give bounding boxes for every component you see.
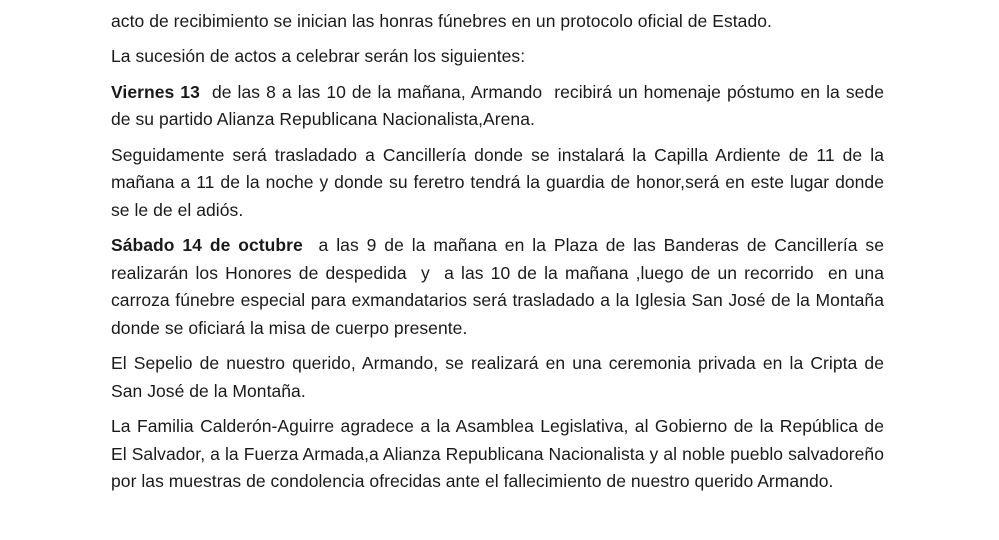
paragraph-lead-friday: Viernes 13 bbox=[111, 81, 200, 102]
paragraph-text: Seguidamente será trasladado a Cancillería donde se instalará la Capilla Ardiente de 11 de la mañana a 11 de la noche y donde su feretro tendrá la guardia de honor,será en este lugar donde se le de el adiós. bbox=[111, 144, 884, 220]
paragraph-succession-intro bbox=[111, 43, 884, 71]
paragraph-text: La sucesión de actos a celebrar serán los siguientes: bbox=[111, 46, 526, 66]
paragraph-friday bbox=[111, 79, 889, 134]
paragraph-intro-partial-text: acto de recibimiento se inician las honras fúnebres en un protocolo oficial de Estado. bbox=[111, 10, 772, 31]
paragraph-chancellery bbox=[111, 142, 884, 225]
paragraph-saturday bbox=[111, 232, 889, 342]
paragraph-text: La Familia Calderón-Aguirre agradece a la Asamblea Legislativa, al Gobierno de la República de El Salvador, a la Fuerza Armada,a Alianza Republicana Nacionalista y al noble pueblo salvadoreño por las muestras de condolencia ofrecidas ante el fallecimiento de nuestro querido Armando. bbox=[111, 416, 884, 491]
paragraph-intro-partial bbox=[111, 0, 884, 35]
paragraph-intro-partial-top bbox=[111, 0, 116, 3]
document-body bbox=[111, 0, 889, 504]
paragraph-text: a las 9 de la mañana en la Plaza de las Banderas de Cancillería se realizarán los Honores de despedida y a las 10 de la mañana ,luego de un recorrido en una carroza fúnebre especial para exmandatarios será trasladado a la Iglesia San José de la Montaña donde se oficiará la misa de cuerpo presente. bbox=[111, 235, 889, 338]
paragraph-thanks bbox=[111, 413, 884, 496]
paragraph-text: El Sepelio de nuestro querido, Armando, se realizará en una ceremonia privada en la Cripta de San José de la Montaña. bbox=[111, 353, 884, 401]
paragraph-text: de las 8 a las 10 de la mañana, Armando recibirá un homenaje póstumo en la sede de su partido Alianza Republicana Nacionalista,Arena. bbox=[111, 81, 889, 129]
paragraph-burial bbox=[111, 350, 884, 405]
paragraph-lead-saturday: Sábado 14 de octubre bbox=[111, 235, 303, 255]
